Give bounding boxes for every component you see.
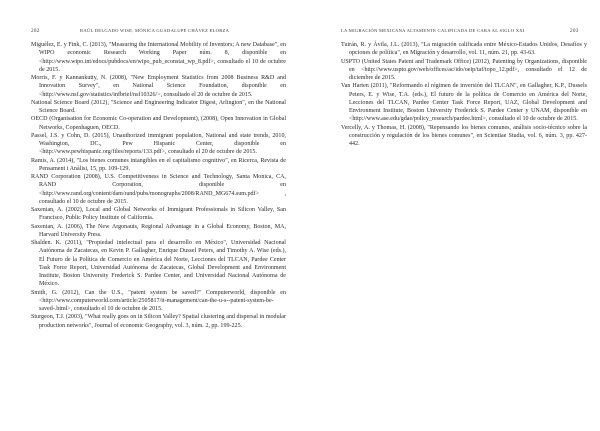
page-number: 202: [31, 28, 40, 34]
reference-entry: Saxenian, A. (2006), The New Argonauts, Regional Advantage in a Global Economy, Boston, MA, Harvard University Press.: [31, 223, 286, 238]
reference-entry: Passel, J.S. y Cohn, D. (2015), Unauthorized immigrant population, National and state trends, 2010, Washington, DC., Pew Hispanic Center, disponible en <http://www.pewhispanic.org/files/reports/133.pdf>, consultado el 20 de octubre de 2015.: [31, 132, 286, 156]
reference-entry: Sturgeon, T.J. (2003), "What really goes on in Silicon Valley? Spatial clustering and dispersal in modular production networks", Journal of economic Geography, vol. 3, núm. 2, pp. 199-225.: [31, 314, 286, 329]
right-page: [300, 0, 600, 431]
reference-entry: RAND Corporation (2008), U.S. Competitiveness in Science and Technology, Santa Monica, CA, RAND Corporation, disponible en <http://www.rand.org/content/dam/rand/pubs/monographs/2008/RAND_MG674.sum.pdf> , consultado el 10 de octubre de 2015.: [31, 174, 286, 205]
reference-entry: National Science Board (2012), "Science and Engineering Indicator Digest, Arlington", en the National Science Board.: [31, 99, 286, 114]
reference-entry: Ramis, A. (2014), "Los bienes comunes intangibles en el capitalismo cognitivo", en Ricerca, Revista de Pensament i Anàlisi, 15, pp. 109-129.: [31, 157, 286, 172]
running-head: RAÚL DELGADO WISE, MÓNICA GUADALUPE CHÁVEZ ELORZA: [80, 28, 230, 33]
reference-entry: Miguélez, E. y Fink, C. (2013), "Measuring the International Mobility of Inventors; A new Database", en WIPO economic Research Working Paper núm. 8, disponible en <http://www.wipo.int/edocs/pubdocs/en/wipo_pub_econstat_wp_8.pdf>, consultado el 10 de octubre de 2015.: [31, 42, 286, 73]
reference-entry: USPTO (United States Patent and Trademark Office) (2012), Patenting by Organizations, disponible en <http://www.uspto.gov/web/offices/ac/ido/oeip/taf/topo_12.pdf>, consultado el 12 de diciembre de 2015.: [341, 58, 587, 81]
reference-entry: Saxenian, A. (2002), Local and Global Networks of Immigrant Professionals in Silicon Valley, San Francisco, Public Policy Institute of California.: [31, 207, 286, 222]
reference-entry: Van Harten (2011), "Reformando el régimen de inversión del TLCAN", en Gallagher, K.P., Dussels Peters, E. y Wise, T.A. (eds.), El futuro de la política de Comercio en América del Norte, Lecciones del TLCAN, Pardee Center Task Force Report, UAZ, Global Development and Environment Institute, Boston University Frederick S. Pardee Center y UNAM, disponible en <http://www.ase.edu/gdae/policy_research/pardee.html>, consultado el 10 de octubre de 2015.: [341, 83, 587, 123]
reference-list: [341, 41, 587, 148]
reference-entry: Smith, G. (2012), Can the U.S., "patent system be saved?" Computerworld, disponible en <http://www.computerworld.com/article/2505817/it-management/can-the-u-s--patent-system-be-saved-.html>, consultado el 10 de octubre de 2015.: [31, 289, 286, 312]
reference-entry: Tuirán, R. y Ávila, J.L. (2013), "La migración calificada entre México-Estados Unidos, Desafíos y opciones de política", en Migración y desarrollo, vol. 11, núm. 21, pp. 43-63.: [341, 42, 587, 57]
reference-entry: Morris, F. y Kannankutty, N. (2008), "New Employment Statistics from 2008 Business R&D and Innovation Survey", en National Science Foundation, disponible en <http://www.nsf.gov/statistics/infbrief/nsf10326/>, consultado el 20 de octubre de 2015.: [31, 75, 286, 98]
reference-entry: Shalden. K. (2011), "Propiedad intelectual para el desarrollo en México", Universidad Nacional Autónoma de Zacatecas, en Kevin P. Gallagher, Enrique Dussel Peters, and Timothy A. Wise (eds.), El Futuro de la Política de Comercio en América del Norte, Lecciones del TLCAN, Pardee Center Task Force Report, Universidad Autónoma de Zacatecas, Global Development and Environment Institute, Boston University Frederick S. Pardee Center, and Universidad Nacional Autónoma de México.: [31, 240, 286, 288]
reference-list: [31, 41, 286, 330]
reference-entry: Vercelly, A. y Thomas, H. (2008), "Repensando los bienes comunes, análisis socio-técnico sobre la construcción y regulación de los bienes comunes", en Scientiae Studia, vol. 6, núm. 3, pp. 427-442.: [341, 124, 587, 147]
reference-entry: OECD (Organisation for Economic Co-operation and Development), (2008), Open Innovation in Global Networks, Copenhaguen, OECD.: [31, 116, 286, 131]
page-number: 203: [570, 28, 579, 34]
running-head: LA MIGRACIÓN MEXICANA ALTAMENTE CALIFICADA DE CARA AL SIGLO XXI: [341, 28, 525, 33]
